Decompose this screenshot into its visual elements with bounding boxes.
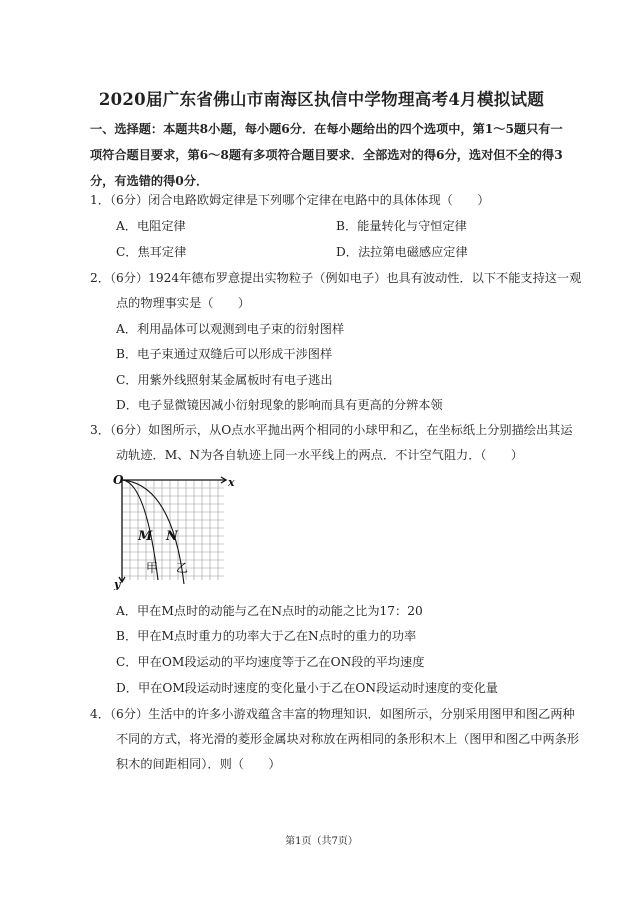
q3-stem-line: 动轨迹．M、N为各自轨迹上同一水平线上的两点．不计空气阻力．（ ） [116,448,524,462]
q1-option-d: D．法拉第电磁感应定律 [336,245,468,259]
point-n-label: N [166,529,178,544]
section-line: 分，有选错的得0分． [90,174,209,188]
q3-option-d: D．甲在OM段运动时速度的变化量小于乙在ON段运动时速度的变化量 [116,681,498,695]
q2-option-b: B．电子束通过双缝后可以形成干涉图样 [116,347,333,361]
page-footer: 第1页（共7页） [285,836,358,847]
q1-option-b: B．能量转化与守恒定律 [336,219,467,233]
y-axis-label: y [114,578,121,590]
q2-stem-line: 2．（6分）1924年德布罗意提出实物粒子（例如电子）也具有波动性．以下不能支持这一观 [90,271,582,285]
q2-option-c: C．用紫外线照射某金属板时有电子逃出 [116,373,333,387]
q3-option-a: A．甲在M点时的动能与乙在N点时的动能之比为17：20 [116,604,423,618]
section-instructions [90,116,563,194]
q2-option-a: A．利用晶体可以观测到电子束的衍射图样 [116,322,345,336]
q2-stem-line: 点的物理事实是（ ） [116,296,251,310]
yi-label: 乙 [176,561,189,575]
page-title: 2020届广东省佛山市南海区执信中学物理高考4月模拟试题 [98,90,545,109]
x-axis-label: x [228,476,235,489]
q4-stem-line: 不同的方式，将光滑的菱形金属块对称放在两相同的条形积木上（图甲和图乙中两条形 [116,732,580,746]
section-line: 一、选择题：本题共8小题，每小题6分．在每小题给出的四个选项中，第1～5题只有一 [90,122,563,136]
q4-stem-line: 积木的间距相同）．则（ ） [116,757,281,771]
q4-stem-line: 4．（6分）生活中的许多小游戏蕴含丰富的物理知识．如图所示，分别采用图甲和图乙两种 [90,707,575,721]
q3-option-c: C．甲在OM段运动的平均速度等于乙在ON段的平均速度 [116,655,425,669]
q1-option-a: A．电阻定律 [116,219,186,233]
q1-option-c: C．焦耳定律 [116,245,187,259]
q3-option-b: B．甲在M点时重力的功率大于乙在N点时的重力的功率 [116,629,417,643]
jia-label: 甲 [146,561,159,575]
trajectory-figure [112,472,242,590]
q1-stem: 1．（6分）闭合电路欧姆定律是下列哪个定律在电路中的具体体现（ ） [90,193,490,207]
q3-stem-line: 3．（6分）如图所示，从O点水平抛出两个相同的小球甲和乙，在坐标纸上分别描绘出其运 [90,423,573,437]
origin-label: O [113,473,124,487]
q2-option-d: D．电子显微镜因减小衍射现象的影响而具有更高的分辨本领 [116,398,443,412]
point-m-label: M [138,529,153,544]
section-line: 项符合题目要求，第6～8题有多项符合题目要求．全部选对的得6分，选对但不全的得3 [90,148,563,162]
